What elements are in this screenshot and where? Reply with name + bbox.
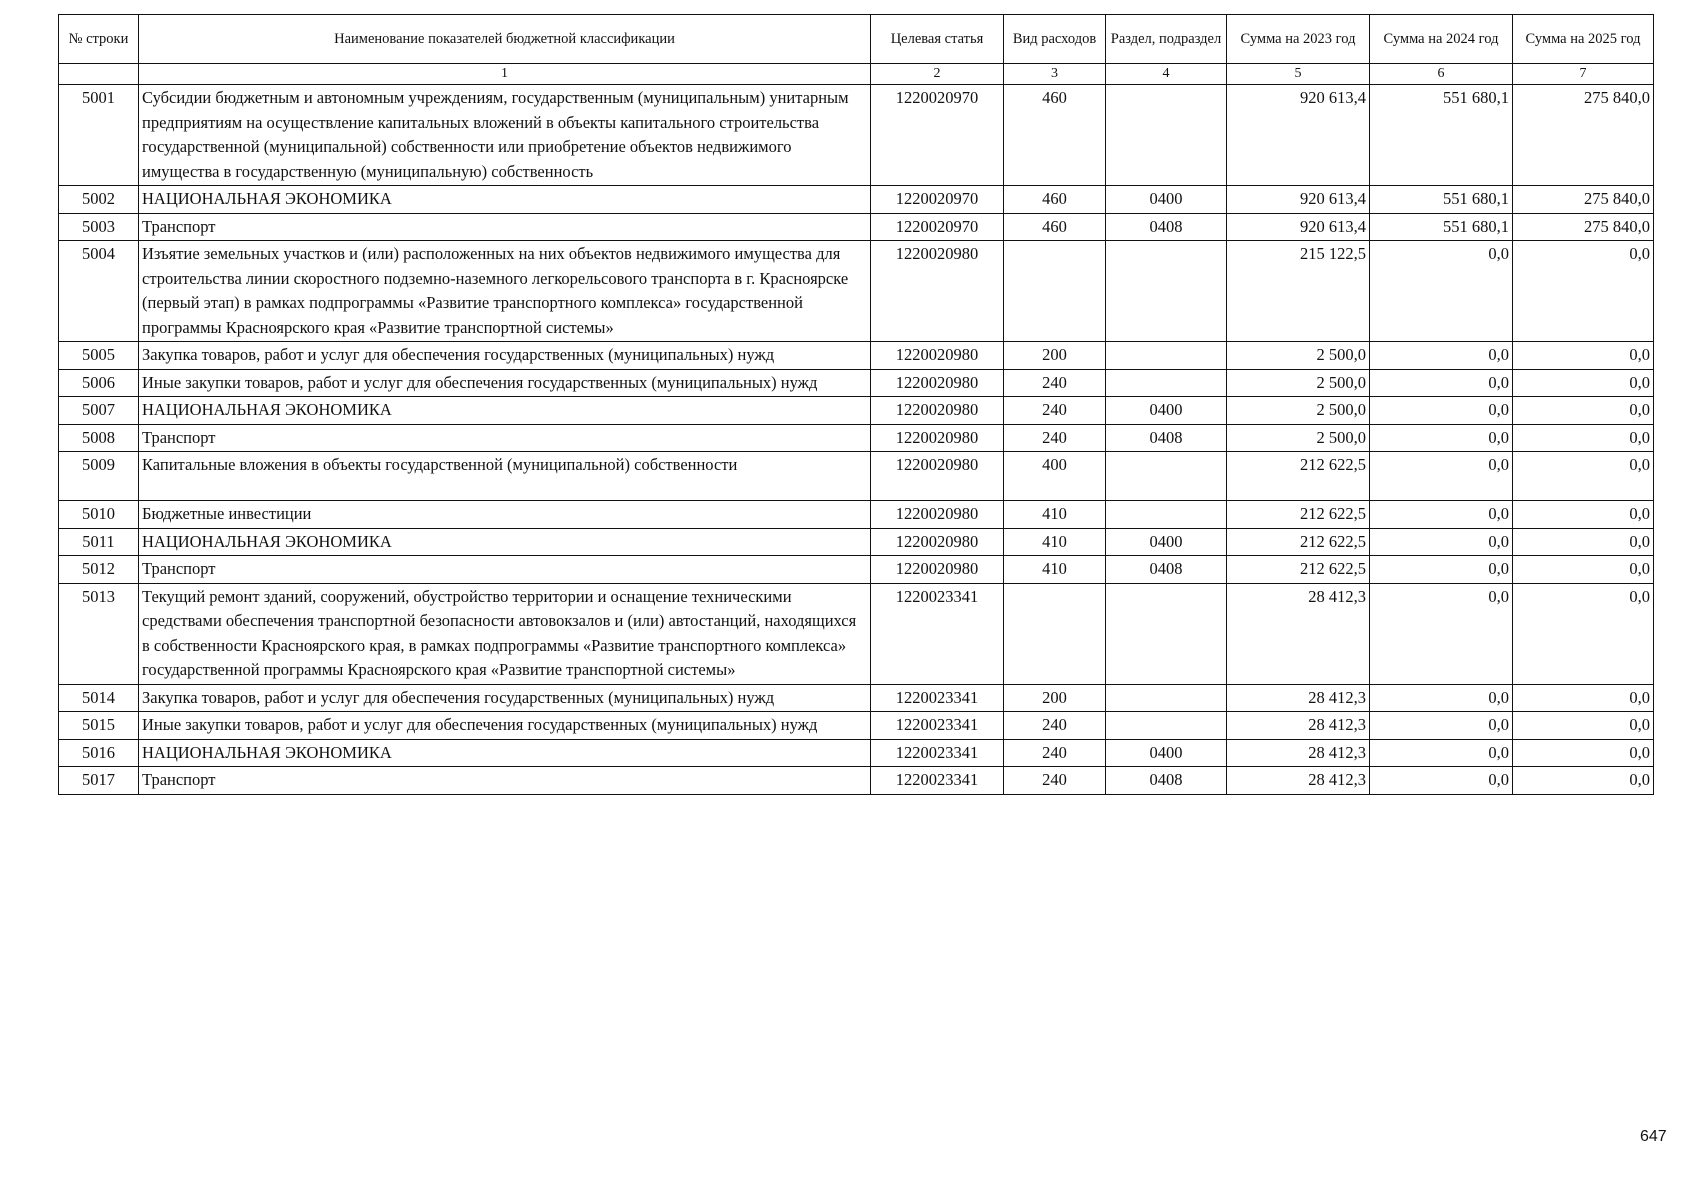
table-row bbox=[59, 397, 1654, 425]
section-code: 0400 bbox=[1106, 397, 1227, 425]
sum-2025: 0,0 bbox=[1513, 452, 1654, 501]
row-number: 5001 bbox=[59, 85, 139, 186]
column-number-row bbox=[59, 64, 1654, 85]
table-row bbox=[59, 424, 1654, 452]
section-code bbox=[1106, 583, 1227, 684]
expense-type: 200 bbox=[1004, 684, 1106, 712]
sum-2024: 0,0 bbox=[1370, 556, 1513, 584]
sum-2025: 0,0 bbox=[1513, 424, 1654, 452]
header-exp-type: Вид расходов bbox=[1004, 15, 1106, 64]
row-number: 5010 bbox=[59, 501, 139, 529]
budget-table bbox=[58, 14, 1654, 795]
sum-2024: 0,0 bbox=[1370, 369, 1513, 397]
section-code: 0400 bbox=[1106, 739, 1227, 767]
sum-2023: 2 500,0 bbox=[1227, 369, 1370, 397]
sum-2024: 551 680,1 bbox=[1370, 186, 1513, 214]
sum-2025: 275 840,0 bbox=[1513, 213, 1654, 241]
target-article: 1220020980 bbox=[871, 397, 1004, 425]
column-number bbox=[59, 64, 139, 85]
sum-2025: 0,0 bbox=[1513, 684, 1654, 712]
sum-2023: 215 122,5 bbox=[1227, 241, 1370, 342]
expense-type: 460 bbox=[1004, 213, 1106, 241]
target-article: 1220020980 bbox=[871, 241, 1004, 342]
target-article: 1220020980 bbox=[871, 342, 1004, 370]
table-row bbox=[59, 739, 1654, 767]
expense-type: 240 bbox=[1004, 712, 1106, 740]
column-number: 3 bbox=[1004, 64, 1106, 85]
indicator-name: Текущий ремонт зданий, сооружений, обустройство территории и оснащение техническими средствами обеспечения транспортной безопасности автовокзалов и (или) автостанций, находящихся в собственности Красноярского края, в рамках подпрограммы «Развитие транспортного комплекса» государственной программы Красноярского края «Развитие транспортной системы» bbox=[139, 583, 871, 684]
expense-type bbox=[1004, 583, 1106, 684]
indicator-name: Закупка товаров, работ и услуг для обеспечения государственных (муниципальных) нужд bbox=[139, 684, 871, 712]
sum-2025: 275 840,0 bbox=[1513, 186, 1654, 214]
row-number: 5007 bbox=[59, 397, 139, 425]
table-row bbox=[59, 583, 1654, 684]
sum-2024: 551 680,1 bbox=[1370, 85, 1513, 186]
target-article: 1220020970 bbox=[871, 85, 1004, 186]
column-number: 4 bbox=[1106, 64, 1227, 85]
indicator-name: Транспорт bbox=[139, 767, 871, 795]
sum-2024: 0,0 bbox=[1370, 342, 1513, 370]
expense-type bbox=[1004, 241, 1106, 342]
sum-2023: 28 412,3 bbox=[1227, 767, 1370, 795]
row-number: 5015 bbox=[59, 712, 139, 740]
column-number: 1 bbox=[139, 64, 871, 85]
row-number: 5006 bbox=[59, 369, 139, 397]
header-sum-2025: Сумма на 2025 год bbox=[1513, 15, 1654, 64]
section-code bbox=[1106, 684, 1227, 712]
row-number: 5005 bbox=[59, 342, 139, 370]
expense-type: 240 bbox=[1004, 424, 1106, 452]
indicator-name: Транспорт bbox=[139, 424, 871, 452]
row-number: 5016 bbox=[59, 739, 139, 767]
header-code: Целевая статья bbox=[871, 15, 1004, 64]
sum-2023: 212 622,5 bbox=[1227, 452, 1370, 501]
sum-2023: 212 622,5 bbox=[1227, 556, 1370, 584]
sum-2023: 2 500,0 bbox=[1227, 397, 1370, 425]
table-row bbox=[59, 767, 1654, 795]
indicator-name: Транспорт bbox=[139, 213, 871, 241]
table-row bbox=[59, 501, 1654, 529]
section-code bbox=[1106, 342, 1227, 370]
page-number: 647 bbox=[1640, 1128, 1667, 1145]
target-article: 1220023341 bbox=[871, 684, 1004, 712]
table-body bbox=[59, 85, 1654, 795]
sum-2025: 0,0 bbox=[1513, 369, 1654, 397]
sum-2024: 0,0 bbox=[1370, 739, 1513, 767]
sum-2025: 275 840,0 bbox=[1513, 85, 1654, 186]
section-code bbox=[1106, 452, 1227, 501]
table-row bbox=[59, 369, 1654, 397]
section-code: 0408 bbox=[1106, 213, 1227, 241]
sum-2025: 0,0 bbox=[1513, 241, 1654, 342]
sum-2024: 0,0 bbox=[1370, 452, 1513, 501]
sum-2025: 0,0 bbox=[1513, 556, 1654, 584]
indicator-name: НАЦИОНАЛЬНАЯ ЭКОНОМИКА bbox=[139, 186, 871, 214]
section-code bbox=[1106, 712, 1227, 740]
indicator-name: Субсидии бюджетным и автономным учреждениям, государственным (муниципальным) унитарным предприятиям на осуществление капитальных вложений в объекты капитального строительства государственной (муниципальной) собственности или приобретение объектов недвижимого имущества в государственную (муниципальную) собственность bbox=[139, 85, 871, 186]
row-number: 5003 bbox=[59, 213, 139, 241]
row-number: 5004 bbox=[59, 241, 139, 342]
section-code: 0400 bbox=[1106, 186, 1227, 214]
section-code: 0408 bbox=[1106, 767, 1227, 795]
table-row bbox=[59, 213, 1654, 241]
indicator-name: НАЦИОНАЛЬНАЯ ЭКОНОМИКА bbox=[139, 528, 871, 556]
column-number: 2 bbox=[871, 64, 1004, 85]
sum-2024: 0,0 bbox=[1370, 712, 1513, 740]
header-row bbox=[59, 15, 1654, 64]
expense-type: 240 bbox=[1004, 739, 1106, 767]
sum-2024: 0,0 bbox=[1370, 767, 1513, 795]
sum-2025: 0,0 bbox=[1513, 501, 1654, 529]
expense-type: 460 bbox=[1004, 186, 1106, 214]
sum-2025: 0,0 bbox=[1513, 342, 1654, 370]
sum-2025: 0,0 bbox=[1513, 397, 1654, 425]
sum-2024: 0,0 bbox=[1370, 684, 1513, 712]
sum-2023: 920 613,4 bbox=[1227, 85, 1370, 186]
sum-2023: 920 613,4 bbox=[1227, 186, 1370, 214]
section-code bbox=[1106, 85, 1227, 186]
section-code bbox=[1106, 241, 1227, 342]
sum-2024: 0,0 bbox=[1370, 583, 1513, 684]
table-row bbox=[59, 556, 1654, 584]
target-article: 1220020980 bbox=[871, 556, 1004, 584]
target-article: 1220020980 bbox=[871, 424, 1004, 452]
target-article: 1220023341 bbox=[871, 767, 1004, 795]
table-row bbox=[59, 85, 1654, 186]
expense-type: 400 bbox=[1004, 452, 1106, 501]
section-code: 0400 bbox=[1106, 528, 1227, 556]
indicator-name: Закупка товаров, работ и услуг для обеспечения государственных (муниципальных) нужд bbox=[139, 342, 871, 370]
indicator-name: Транспорт bbox=[139, 556, 871, 584]
table-row bbox=[59, 452, 1654, 501]
sum-2025: 0,0 bbox=[1513, 767, 1654, 795]
header-sum-2023: Сумма на 2023 год bbox=[1227, 15, 1370, 64]
sum-2024: 0,0 bbox=[1370, 501, 1513, 529]
target-article: 1220020980 bbox=[871, 369, 1004, 397]
target-article: 1220020980 bbox=[871, 501, 1004, 529]
indicator-name: НАЦИОНАЛЬНАЯ ЭКОНОМИКА bbox=[139, 739, 871, 767]
expense-type: 410 bbox=[1004, 556, 1106, 584]
row-number: 5009 bbox=[59, 452, 139, 501]
target-article: 1220023341 bbox=[871, 712, 1004, 740]
sum-2023: 212 622,5 bbox=[1227, 528, 1370, 556]
sum-2025: 0,0 bbox=[1513, 583, 1654, 684]
section-code bbox=[1106, 369, 1227, 397]
table-row bbox=[59, 186, 1654, 214]
expense-type: 410 bbox=[1004, 528, 1106, 556]
indicator-name: НАЦИОНАЛЬНАЯ ЭКОНОМИКА bbox=[139, 397, 871, 425]
row-number: 5002 bbox=[59, 186, 139, 214]
sum-2023: 2 500,0 bbox=[1227, 342, 1370, 370]
section-code: 0408 bbox=[1106, 556, 1227, 584]
sum-2025: 0,0 bbox=[1513, 712, 1654, 740]
sum-2023: 2 500,0 bbox=[1227, 424, 1370, 452]
header-sum-2024: Сумма на 2024 год bbox=[1370, 15, 1513, 64]
expense-type: 200 bbox=[1004, 342, 1106, 370]
sum-2025: 0,0 bbox=[1513, 739, 1654, 767]
section-code bbox=[1106, 501, 1227, 529]
expense-type: 240 bbox=[1004, 369, 1106, 397]
header-section: Раздел, подраздел bbox=[1106, 15, 1227, 64]
table-row bbox=[59, 342, 1654, 370]
row-number: 5017 bbox=[59, 767, 139, 795]
sum-2025: 0,0 bbox=[1513, 528, 1654, 556]
row-number: 5013 bbox=[59, 583, 139, 684]
sum-2024: 551 680,1 bbox=[1370, 213, 1513, 241]
target-article: 1220023341 bbox=[871, 739, 1004, 767]
section-code: 0408 bbox=[1106, 424, 1227, 452]
target-article: 1220023341 bbox=[871, 583, 1004, 684]
indicator-name: Иные закупки товаров, работ и услуг для обеспечения государственных (муниципальных) нужд bbox=[139, 712, 871, 740]
row-number: 5011 bbox=[59, 528, 139, 556]
column-number: 7 bbox=[1513, 64, 1654, 85]
column-number: 5 bbox=[1227, 64, 1370, 85]
target-article: 1220020970 bbox=[871, 186, 1004, 214]
expense-type: 460 bbox=[1004, 85, 1106, 186]
expense-type: 410 bbox=[1004, 501, 1106, 529]
row-number: 5012 bbox=[59, 556, 139, 584]
indicator-name: Капитальные вложения в объекты государственной (муниципальной) собственности bbox=[139, 452, 871, 501]
target-article: 1220020980 bbox=[871, 452, 1004, 501]
table-row bbox=[59, 241, 1654, 342]
expense-type: 240 bbox=[1004, 767, 1106, 795]
sum-2024: 0,0 bbox=[1370, 397, 1513, 425]
column-number: 6 bbox=[1370, 64, 1513, 85]
row-number: 5014 bbox=[59, 684, 139, 712]
indicator-name: Изъятие земельных участков и (или) расположенных на них объектов недвижимого имущества для строительства линии скоростного подземно-наземного легкорельсового транспорта в г. Красноярске (первый этап) в рамках подпрограммы «Развитие транспортного комплекса» государственной программы Красноярского края «Развитие транспортной системы» bbox=[139, 241, 871, 342]
expense-type: 240 bbox=[1004, 397, 1106, 425]
sum-2023: 28 412,3 bbox=[1227, 712, 1370, 740]
sum-2024: 0,0 bbox=[1370, 424, 1513, 452]
header-row-no: № строки bbox=[59, 15, 139, 64]
sum-2023: 920 613,4 bbox=[1227, 213, 1370, 241]
sum-2023: 28 412,3 bbox=[1227, 583, 1370, 684]
sum-2023: 212 622,5 bbox=[1227, 501, 1370, 529]
target-article: 1220020970 bbox=[871, 213, 1004, 241]
target-article: 1220020980 bbox=[871, 528, 1004, 556]
table-row bbox=[59, 712, 1654, 740]
table-row bbox=[59, 684, 1654, 712]
table-row bbox=[59, 528, 1654, 556]
sum-2024: 0,0 bbox=[1370, 528, 1513, 556]
sum-2023: 28 412,3 bbox=[1227, 739, 1370, 767]
header-name: Наименование показателей бюджетной классификации bbox=[139, 15, 871, 64]
indicator-name: Иные закупки товаров, работ и услуг для обеспечения государственных (муниципальных) нужд bbox=[139, 369, 871, 397]
indicator-name: Бюджетные инвестиции bbox=[139, 501, 871, 529]
sum-2023: 28 412,3 bbox=[1227, 684, 1370, 712]
sum-2024: 0,0 bbox=[1370, 241, 1513, 342]
row-number: 5008 bbox=[59, 424, 139, 452]
